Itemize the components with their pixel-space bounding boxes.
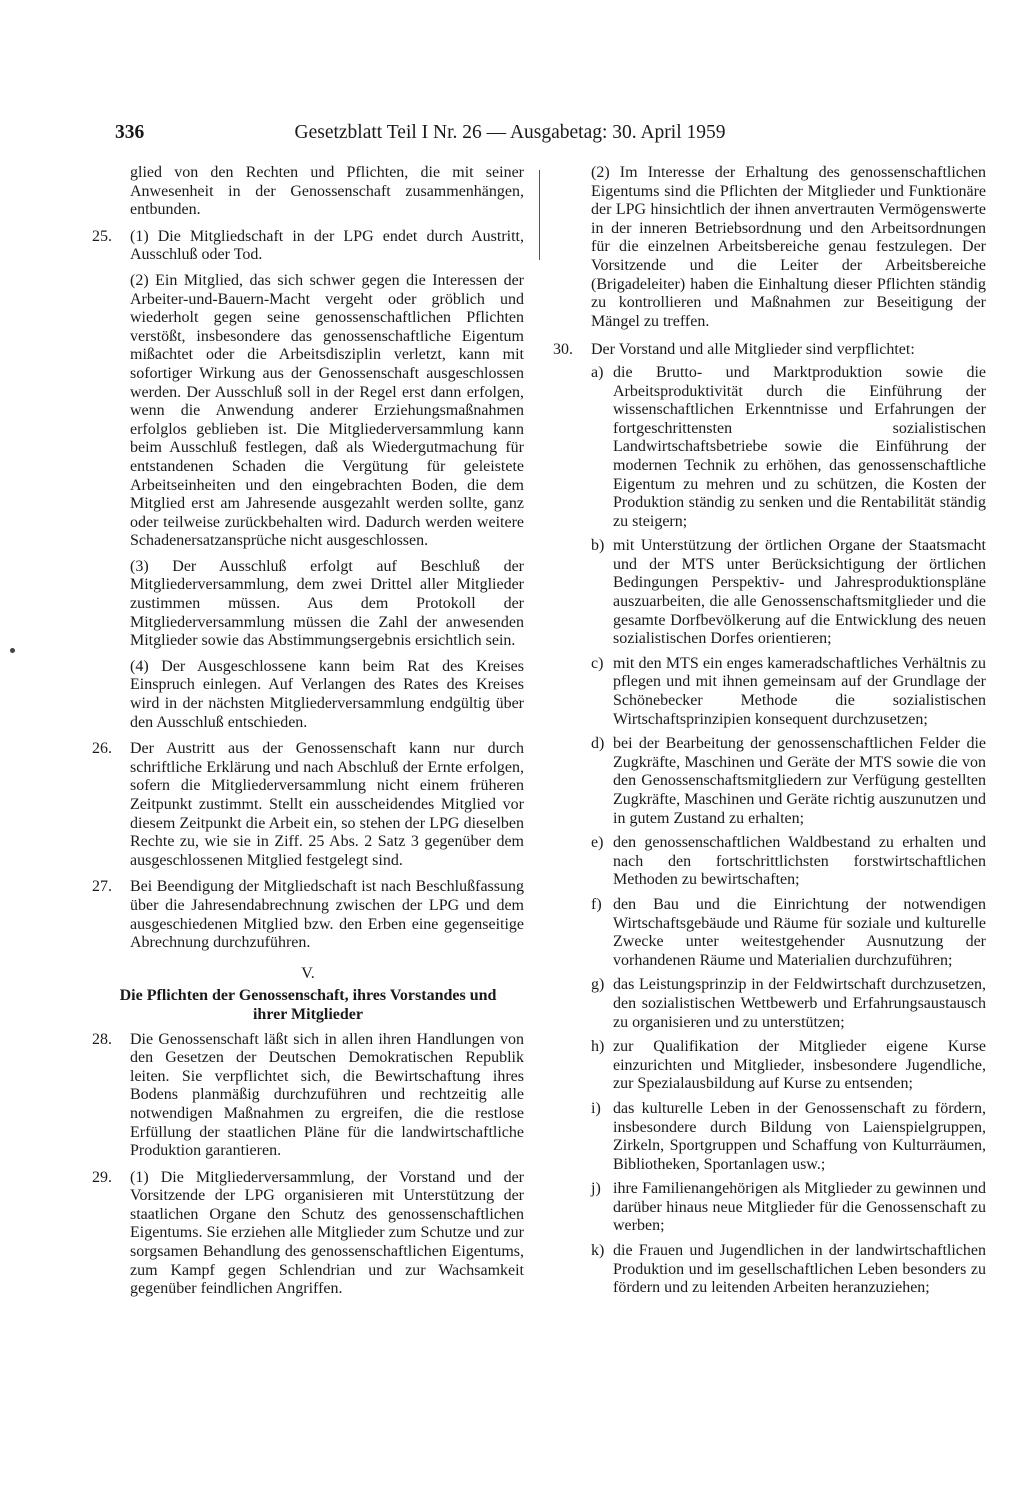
section-number: 30. (553, 341, 573, 359)
section-30-intro: Der Vorstand und alle Mitglieder sind verpflichtet: (591, 341, 915, 359)
list-item (591, 1038, 986, 1094)
list-item-letter: g) (591, 976, 605, 994)
paragraph-27: Bei Beendigung der Mitgliedschaft ist nach Beschlußfassung über die Jahresendabrechnung zwischen der LPG und dem ausgeschiedenen Mitglied bzw. den Erben eine gegenseitige Abrechnung durchzuführen. (130, 878, 524, 952)
section-number: 26. (92, 740, 112, 758)
paragraph-25-1: (1) Die Mitgliedschaft in der LPG endet durch Austritt, Ausschluß oder Tod. (130, 227, 524, 264)
section-26 (92, 740, 524, 870)
paragraph-29-1: (1) Die Mitgliederversammlung, der Vorstand und der Vorsitzende der LPG organisieren mit Unterstützung der staatlichen Organe den Schutz des genossenschaftlichen Eigentums. Sie erziehen alle Mitglieder zum Schutze und zur sorgsamen Behandlung des genossenschaftlichen Eigentums, zum Kampf gegen Schlendrian und zur Wachsamkeit gegenüber feindlichen Angriffen. (130, 1168, 524, 1298)
list-item-text: die Brutto- und Marktproduktion sowie die Arbeitsproduktivität durch die Einführung der wissenschaftlichen Erkenntnisse und Erfahrungen der fortgeschrittensten sozialistischen Landwirtschaftsbetriebe sowie die Einführung der modernen Technik zu erhöhen, das genossenschaftliche Eigentum zu mehren und zu schützen, die Kosten der Produktion ständig zu senken und die Rentabilität ständig zu steigern; (613, 363, 986, 530)
list-item (591, 364, 986, 531)
section-27 (92, 878, 524, 952)
list-item-text: ihre Familienangehörigen als Mitglieder zu gewinnen und darüber hinaus neue Mitglieder für die Genossenschaft zu werben; (613, 1180, 986, 1235)
continuation-text: glied von den Rechten und Pflichten, die mit seiner Anwesenheit in der Genossenschaft zusammenhängen, entbunden. (130, 164, 524, 219)
section-29 (92, 1169, 524, 1299)
chapter-heading (92, 965, 524, 1025)
list-item (591, 655, 986, 729)
section-number: 25. (92, 227, 112, 245)
list-item-letter: e) (591, 834, 604, 852)
paragraph-29-2: (2) Im Interesse der Erhaltung des genossenschaftlichen Eigentums sind die Pflichten der Mitglieder und Funktionäre der LPG hinsichtlich der ihnen anvertrauten Vermögenswerte in der inneren Betriebsordnung und den Arbeitsordnungen für die einzelnen Arbeitsbereiche genau festzulegen. Der Vorsitzende und die Leiter der Arbeitsbereiche (Brigadeleiter) haben die Einhaltung dieser Pflichten ständig zu kontrollieren und Maßnahmen zur Beseitigung der Mängel zu treffen. (591, 164, 986, 330)
chapter-title: Die Pflichten der Genossenschaft, ihres Vorstandes und ihrer Mitglieder (119, 987, 497, 1023)
list-item-letter: j) (591, 1180, 601, 1198)
section-number: 28. (92, 1030, 112, 1048)
list-item-text: den genossenschaftlichen Waldbestand zu erhalten und nach den fortschrittlichsten forstwirtschaftlichen Methoden zu bewirtschaften; (613, 834, 986, 889)
column-divider (539, 170, 540, 260)
paragraph-25-4: (4) Der Ausgeschlossene kann beim Rat des Kreises Einspruch einlegen. Auf Verlangen des Rates des Kreises wird in der nächsten Mitgliederversammlung endgültig über den Ausschluß entschieden. (130, 657, 524, 731)
list-item-letter: k) (591, 1242, 605, 1260)
list-item-letter: a) (591, 363, 604, 381)
page-header (115, 118, 1000, 148)
section-25 (92, 228, 524, 732)
paragraph-25-3: (3) Der Ausschluß erfolgt auf Beschluß der Mitgliederversammlung, dem zwei Drittel aller Mitglieder zustimmen müssen. Aus dem Protokoll der Mitgliederversammlung müssen die Zahl der anwesenden Mitglieder sowie das Abstimmungsergebnis ersichtlich sein. (130, 557, 524, 650)
list-item-letter: f) (591, 895, 602, 913)
margin-mark (10, 648, 15, 653)
section-30 (553, 341, 986, 1304)
list-item-letter: c) (591, 654, 604, 672)
list-item (591, 537, 986, 649)
list-item-letter: d) (591, 735, 605, 753)
list-item (591, 1180, 986, 1236)
section-number: 27. (92, 878, 112, 896)
list-item (591, 834, 986, 890)
list-item-letter: b) (591, 537, 605, 555)
section-28 (92, 1031, 524, 1161)
section-number: 29. (92, 1168, 112, 1186)
paragraph-28: Die Genossenschaft läßt sich in allen ihren Handlungen von den Gesetzen der Deutschen Demokratischen Republik leiten. Sie verpflichtet sich, die Bewirtschaftung ihres Bodens planmäßig durchzuführen und rechtzeitig alle notwendigen Maßnahmen zu ergreifen, die die restlose Erfüllung der staatlichen Pläne für die landwirtschaftliche Produktion garantieren. (130, 1030, 524, 1160)
list-item (591, 735, 986, 828)
list-item-text: zur Qualifikation der Mitglieder eigene Kurse einzurichten und Mitglieder, insbesondere Jugendliche, zur Spezialausbildung auf Kurse zu entsenden; (613, 1038, 986, 1093)
list-item-text: die Frauen und Jugendlichen in der landwirtschaftlichen Produktion und im gesellschaftlichen Leben besonders zu fördern und zu leitenden Arbeiten heranzuziehen; (613, 1242, 986, 1297)
list-item-letter: i) (591, 1099, 601, 1117)
list-item-text: mit den MTS ein enges kameradschaftliches Verhältnis zu pflegen und mit ihnen gemeinsam auf der Grundlage der Schönebecker Methode die sozialistischen Wirtschaftsprinzipien konsequent durchzusetzen; (613, 654, 986, 728)
paragraph-25-2: (2) Ein Mitglied, das sich schwer gegen die Interessen der Arbeiter-und-Bauern-Macht vergeht oder gröblich und wiederholt gegen seine genossenschaftlichen Pflichten verstößt, insbesondere das genossenschaftliche Eigentum mißachtet oder die Arbeitsdisziplin verletzt, kann mit sofortiger Wirkung aus der Genossenschaft ausgeschlossen werden. Der Ausschluß soll in der Regel erst dann erfolgen, wenn die Anwendung anderer Erziehungsmaßnahmen erfolglos geblieben ist. Die Mitgliederversammlung kann beim Ausschluß festlegen, daß als Wiedergutmachung für entstandenen Schaden die Vergütung für geleistete Arbeitseinheiten und den eingebrachten Boden, die dem Mitglied erst am Jahresende ausgezahlt werden sollte, ganz oder teilweise zurückbehalten wird. Dadurch werden weitere Schadenersatzansprüche nicht ausgeschlossen. (130, 271, 524, 550)
list-item-text: das Leistungsprinzip in der Feldwirtschaft durchzusetzen, den sozialistischen Wettbewerb und Erfahrungsaustausch zu organisieren und zu unterstützen; (613, 976, 986, 1031)
list-item-letter: h) (591, 1038, 605, 1056)
list-item (591, 1242, 986, 1298)
right-column (553, 164, 986, 1312)
list-item (591, 976, 986, 1032)
chapter-number: V. (301, 964, 315, 982)
list-item-text: mit Unterstützung der örtlichen Organe der Staatsmacht und der MTS unter Berücksichtigung der örtlichen Bedingungen Perspektiv- und Jahresproduktionspläne auszuarbeiten, die alle Genossenschaftsmitglieder und die gesamte Dorfbevölkerung auf die Entwicklung des neuen sozialistischen Dorfes orientieren; (613, 537, 986, 648)
section-30-list (591, 364, 986, 1298)
list-item-text: den Bau und die Einrichtung der notwendigen Wirtschaftsgebäude und Räume für soziale und kulturelle Zwecke unter weitestgehender Ausnutzung der vorhandenen Räume und Materialien durchzuführen; (613, 895, 986, 969)
list-item (591, 1100, 986, 1174)
left-column (92, 164, 524, 1307)
list-item (591, 896, 986, 970)
page-number: 336 (115, 122, 145, 143)
header-title: Gesetzblatt Teil I Nr. 26 — Ausgabetag: 30. April 1959 (294, 122, 726, 143)
list-item-text: bei der Bearbeitung der genossenschaftlichen Felder die Zugkräfte, Maschinen und Geräte der MTS sowie die von den Genossenschaftsmitgliedern zur Verfügung gestellten Zugkräfte, Maschinen und Geräte richtig auszunutzen und in gutem Zustand zu erhalten; (613, 735, 986, 827)
list-item-text: das kulturelle Leben in der Genossenschaft zu fördern, insbesondere durch Bildung von Laienspielgruppen, Zirkeln, Sportgruppen und Schaffung von Kulturräumen, Bibliotheken, Sportanlagen usw.; (613, 1099, 986, 1173)
paragraph-26: Der Austritt aus der Genossenschaft kann nur durch schriftliche Erklärung und nach Abschluß der Ernte erfolgen, sofern die Mitgliederversammlung nicht einem früheren Zeitpunkt zustimmt. Stellt ein ausscheidendes Mitglied vor diesem Zeitpunkt die Arbeit ein, so stehen der LPG dieselben Rechte zu, wie sie in Ziff. 25 Abs. 2 Satz 3 gegenüber dem ausgeschlossenen Mitglied festgelegt sind. (130, 740, 524, 869)
